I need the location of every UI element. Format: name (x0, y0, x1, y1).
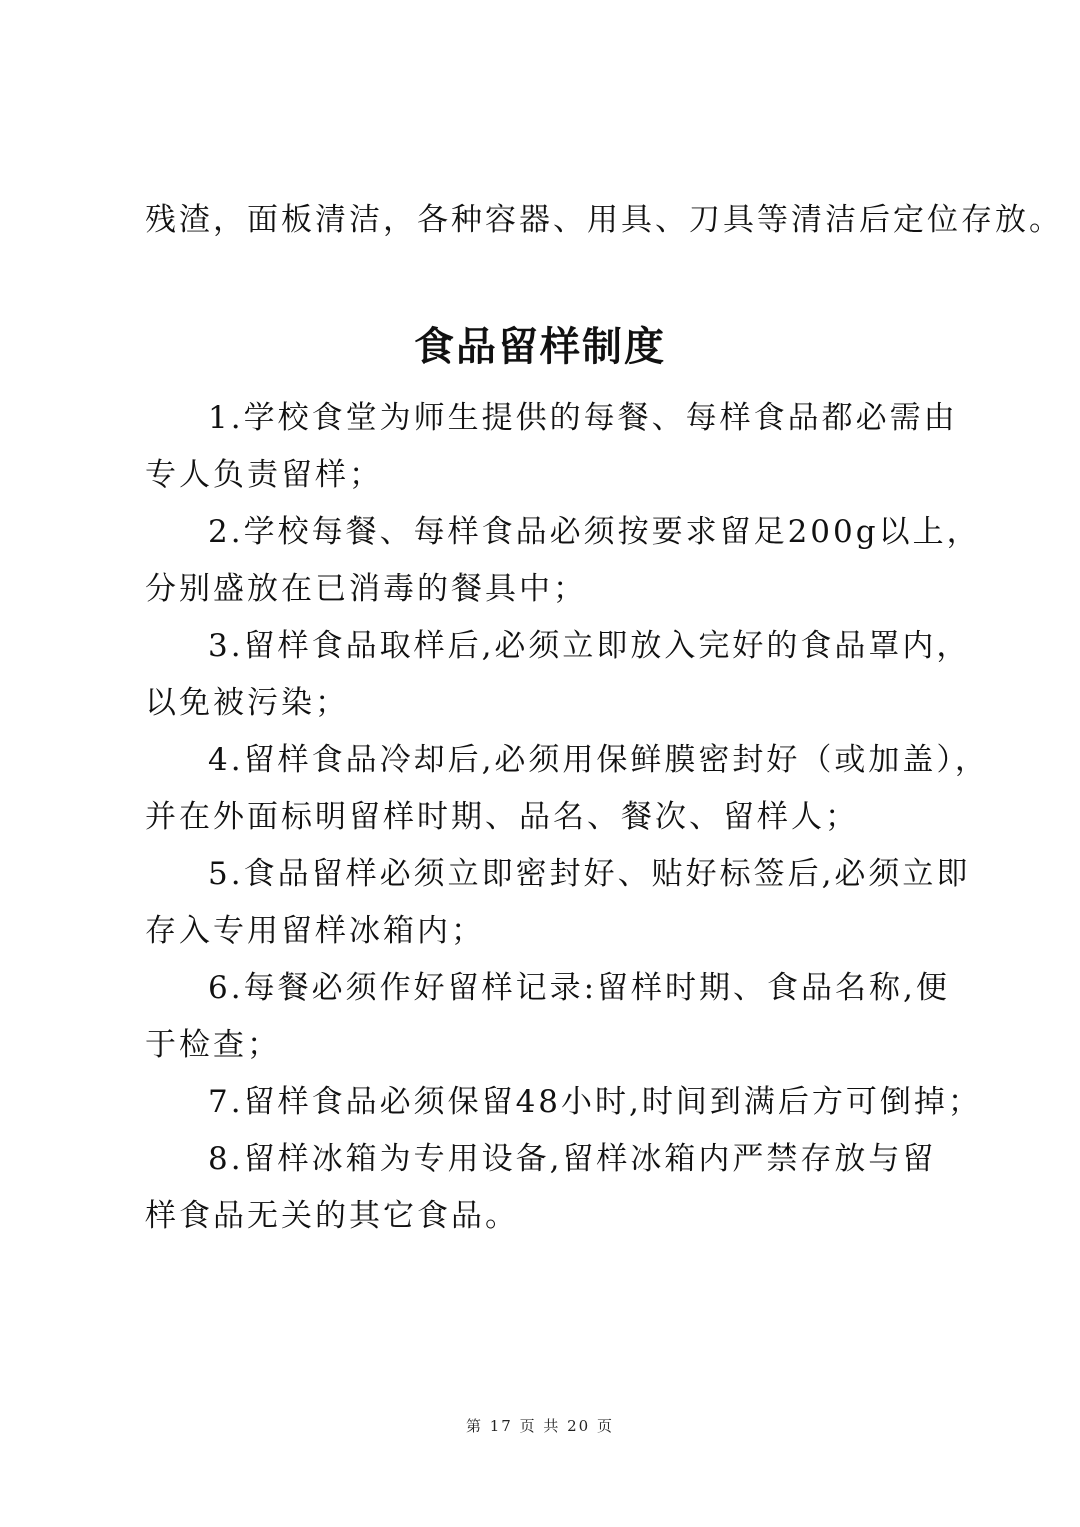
rule-2-line-2: 分别盛放在已消毒的餐具中； (145, 571, 587, 607)
rule-5-line-1: 5.食品留样必须立即密封好、贴好标签后,必须立即 (208, 856, 971, 892)
rule-6-line-1: 6.每餐必须作好留样记录:留样时期、食品名称,便 (208, 970, 950, 1006)
rule-6-line-2: 于检查； (145, 1027, 281, 1063)
rule-4-line-2: 并在外面标明留样时期、品名、餐次、留样人； (145, 799, 859, 835)
continuation-text: 残渣，面板清洁，各种容器、用具、刀具等清洁后定位存放。 (145, 202, 1063, 238)
page-footer: 第 17 页 共 20 页 (465, 1417, 614, 1435)
rule-7-line-1: 7.留样食品必须保留48小时,时间到满后方可倒掉； (208, 1084, 982, 1120)
rule-1-line-1: 1.学校食堂为师生提供的每餐、每样食品都必需由 (208, 400, 958, 436)
rule-3-line-1: 3.留样食品取样后,必须立即放入完好的食品罩内， (208, 628, 971, 664)
rule-4-line-1: 4.留样食品冷却后,必须用保鲜膜密封好（或加盖）， (208, 742, 989, 778)
page-title: 食品留样制度 (414, 324, 666, 370)
rule-8-line-1: 8.留样冰箱为专用设备,留样冰箱内严禁存放与留 (208, 1141, 937, 1177)
rule-1-line-2: 专人负责留样； (145, 457, 383, 493)
rule-2-line-1: 2.学校每餐、每样食品必须按要求留足200g以上， (208, 514, 981, 550)
rule-3-line-2: 以免被污染； (145, 685, 349, 721)
rule-5-line-2: 存入专用留样冰箱内； (145, 913, 485, 949)
rule-8-line-2: 样食品无关的其它食品。 (145, 1198, 519, 1234)
